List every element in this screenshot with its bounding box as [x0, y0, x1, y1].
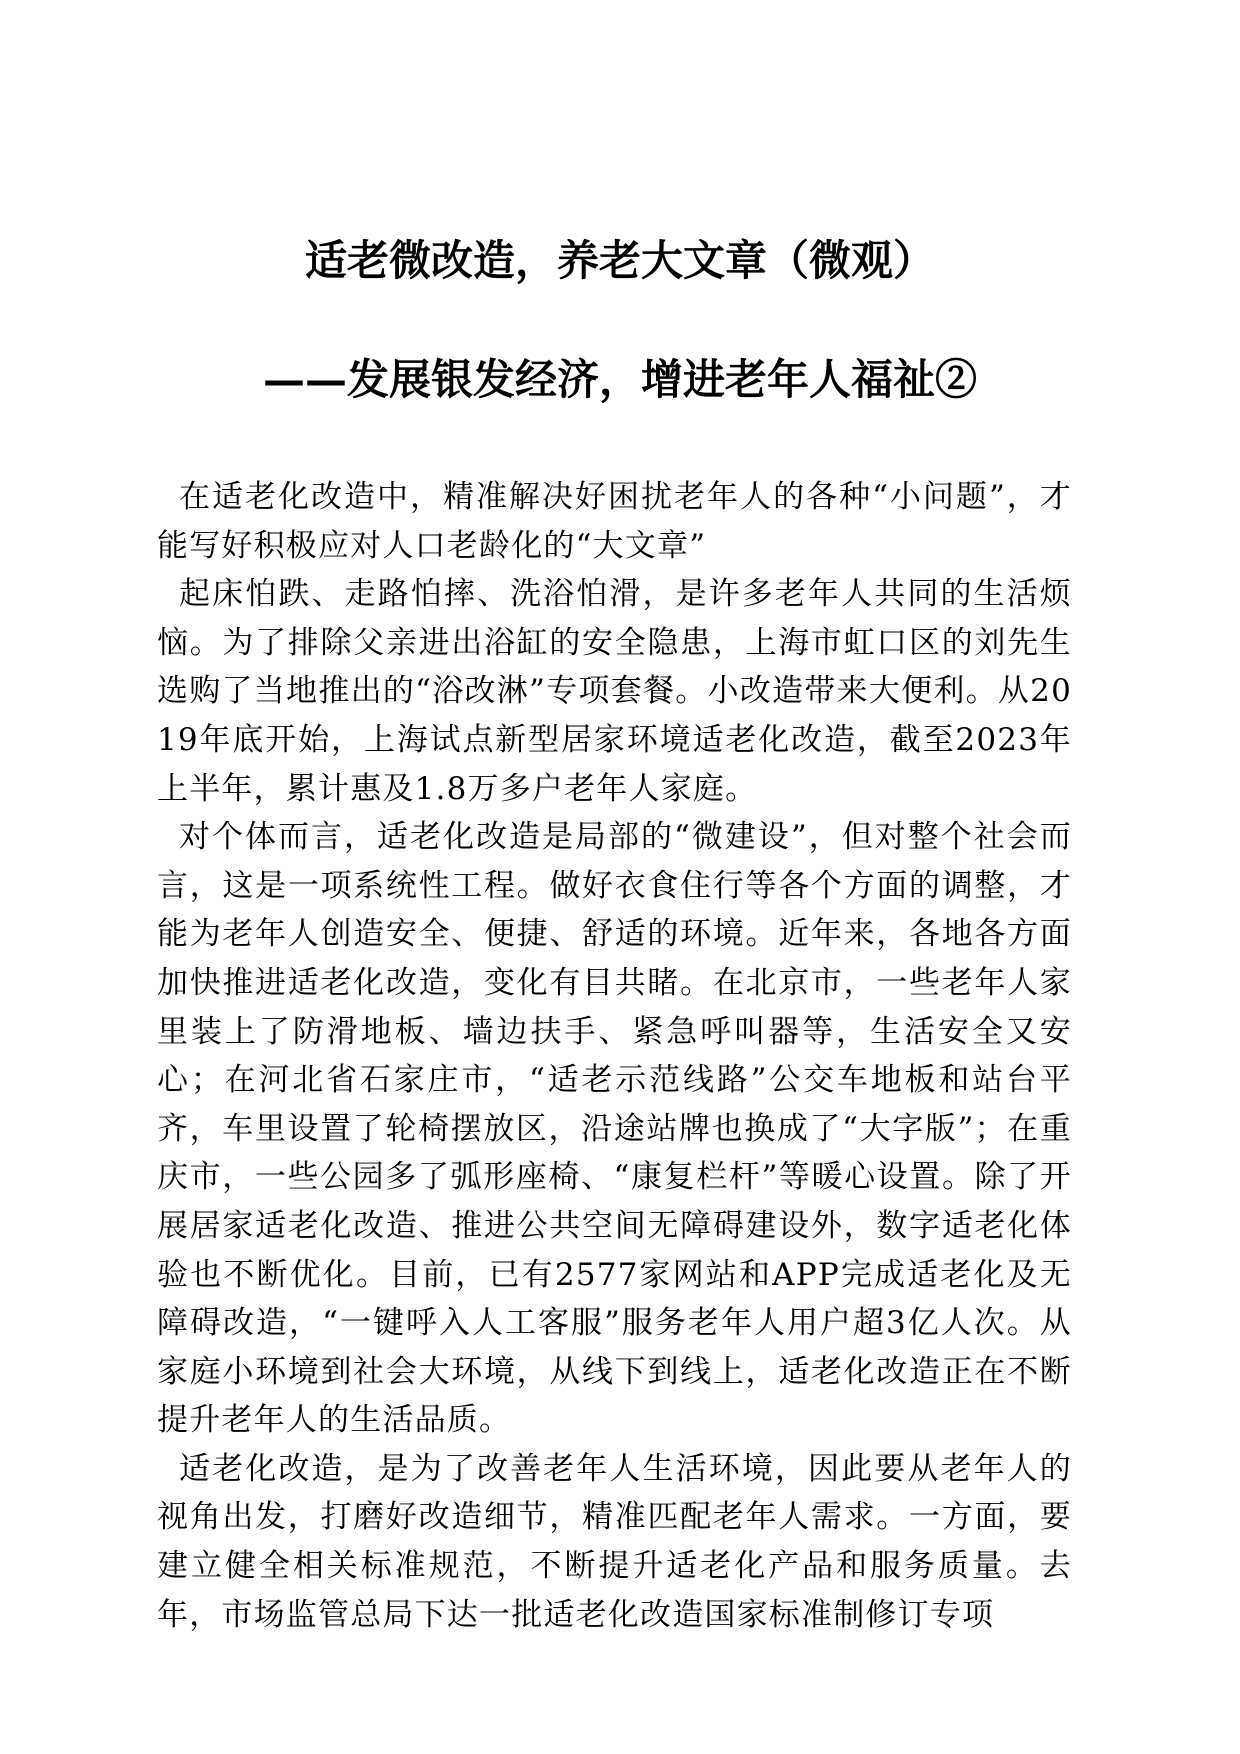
paragraph-shanghai: 起床怕跌、走路怕摔、洗浴怕滑，是许多老年人共同的生活烦恼。为了排除父亲进出浴缸的安全隐患，上海市虹口区的刘先生选购了当地推出的“浴改淋”专项套餐。小改造带来大便利。从2019年底开始，上海试点新型居家环境适老化改造，截至2023年上半年，累计惠及1.8万多户老年人家庭。	[157, 576, 1072, 807]
paragraph-lead: 在适老化改造中，精准解决好困扰老年人的各种“小问题”，才能写好积极应对人口老龄化的“大文章”	[157, 479, 1072, 564]
paragraph-standards: 适老化改造，是为了改善老年人生活环境，因此要从老年人的视角出发，打磨好改造细节，精准匹配老年人需求。一方面，要建立健全相关标准规范，不断提升适老化产品和服务质量。去年，市场监管总局下达一批适老化改造国家标准制修订专项	[157, 1450, 1072, 1633]
article-body	[157, 473, 1072, 1639]
document-title: 适老微改造，养老大文章（微观）	[304, 236, 935, 285]
paragraph-progress: 对个体而言，适老化改造是局部的“微建设”，但对整个社会而言，这是一项系统性工程。做好衣食住行等各个方面的调整，才能为老年人创造安全、便捷、舒适的环境。近年来，各地各方面加快推进适老化改造，变化有目共睹。在北京市，一些老年人家里装上了防滑地板、墙边扶手、紧急呼叫器等，生活安全又安心；在河北省石家庄市，“适老示范线路”公交车地板和站台平齐，车里设置了轮椅摆放区，沿途站牌也换成了“大字版”；在重庆市，一些公园多了弧形座椅、“康复栏杆”等暖心设置。除了开展居家适老化改造、推进公共空间无障碍建设外，数字适老化体验也不断优化。目前，已有2577家网站和APP完成适老化及无障碍改造，“一键呼入人工客服”服务老年人用户超3亿人次。从家庭小环境到社会大环境，从线下到线上，适老化改造正在不断提升老年人的生活品质。	[157, 819, 1072, 1439]
document-subtitle: ——发展银发经济，增进老年人福祉②	[262, 355, 977, 404]
